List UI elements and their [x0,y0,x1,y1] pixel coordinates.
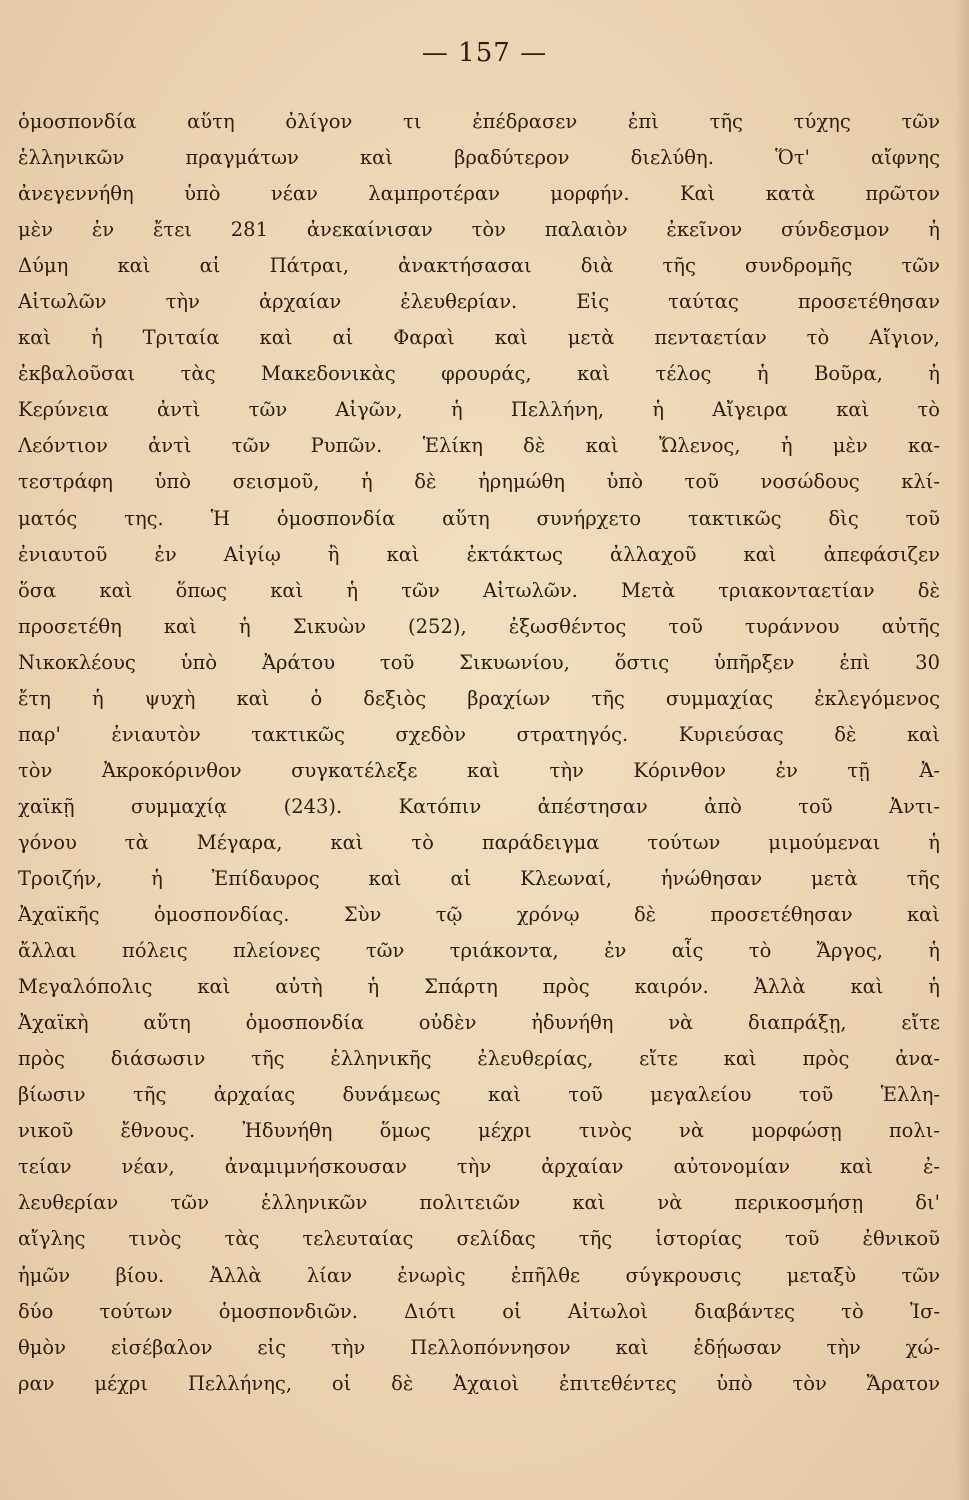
text-line: λευθερίαν τῶν ἑλληνικῶν πολιτειῶν καὶ νὰ περικοσμήσῃ δι' [18,1191,940,1215]
text-line: Ἀχαϊκὴ αὕτη ὁμοσπονδία οὐδὲν ἠδυνήθη νὰ διαπράξῃ, εἴτε [18,1011,940,1035]
text-line: πρὸς διάσωσιν τῆς ἑλληνικῆς ἐλευθερίας, εἴτε καὶ πρὸς ἀνα- [18,1047,940,1071]
text-line: μὲν ἐν ἔτει 281 ἀνεκαίνισαν τὸν παλαιὸν ἐκεῖνον σύνδεσμον ἡ [18,218,940,242]
text-line: θμὸν εἰσέβαλον εἰς τὴν Πελλοπόννησον καὶ ἐδῄωσαν τὴν χώ- [18,1335,940,1359]
text-line: τεστράφη ὑπὸ σεισμοῦ, ἡ δὲ ἠρημώθη ὑπὸ τοῦ νοσώδους κλί- [18,470,940,494]
text-line: γόνου τὰ Μέγαρα, καὶ τὸ παράδειγμα τούτων μιμούμεναι ἡ [18,830,940,854]
text-line: προσετέθη καὶ ἡ Σικυὼν (252), ἐξωσθέντος τοῦ τυράννου αὐτῆς [18,614,940,638]
text-line: ματός της. Ἡ ὁμοσπονδία αὕτη συνήρχετο τακτικῶς δὶς τοῦ [18,506,940,530]
text-line: παρ' ἐνιαυτὸν τακτικῶς σχεδὸν στρατηγός. Κυριεύσας δὲ καὶ [18,722,940,746]
text-line: ἔτη ἡ ψυχὴ καὶ ὁ δεξιὸς βραχίων τῆς συμμαχίας ἐκλεγόμενος [18,686,940,710]
text-line: ραν μέχρι Πελλήνης, οἱ δὲ Ἀχαιοὶ ἐπιτεθέντες ὑπὸ τὸν Ἄρατον [18,1371,940,1395]
text-line: ἀνεγεννήθη ὑπὸ νέαν λαμπροτέραν μορφήν. Καὶ κατὰ πρῶτον [18,182,940,206]
text-line: δύο τούτων ὁμοσπονδιῶν. Διότι οἱ Αἰτωλοὶ διαβάντες τὸ Ἰσ- [18,1299,940,1323]
text-line: Τροιζήν, ἡ Ἐπίδαυρος καὶ αἱ Κλεωναί, ἡνώθησαν μετὰ τῆς [18,866,940,890]
text-line: ἑλληνικῶν πραγμάτων καὶ βραδύτερον διελύθη. Ὅτ' αἴφνης [18,146,940,170]
text-line: χαϊκῇ συμμαχίᾳ (243). Κατόπιν ἀπέστησαν ἀπὸ τοῦ Ἀντι- [18,794,940,818]
text-line: Νικοκλέους ὑπὸ Ἀράτου τοῦ Σικυωνίου, ὅστις ὑπῆρξεν ἐπὶ 30 [18,650,940,674]
text-line: ὁμοσπονδία αὕτη ὀλίγον τι ἐπέδρασεν ἐπὶ τῆς τύχης τῶν [18,110,940,133]
body-text [18,104,940,1402]
text-line: Μεγαλόπολις καὶ αὐτὴ ἡ Σπάρτη πρὸς καιρόν. Ἀλλὰ καὶ ἡ [18,975,940,999]
text-line: τὸν Ἀκροκόρινθον συγκατέλεξε καὶ τὴν Κόρινθον ἐν τῇ Ἀ- [18,758,940,782]
text-line: νικοῦ ἔθνους. Ἠδυνήθη ὅμως μέχρι τινὸς νὰ μορφώσῃ πολι- [18,1119,940,1143]
text-line: τείαν νέαν, ἀναμιμνήσκουσαν τὴν ἀρχαίαν αὐτονομίαν καὶ ἐ- [18,1155,940,1179]
text-line: βίωσιν τῆς ἀρχαίας δυνάμεως καὶ τοῦ μεγαλείου τοῦ Ἑλλη- [18,1083,940,1107]
page-edge-shadow [955,0,969,1500]
text-line: ἐνιαυτοῦ ἐν Αἰγίῳ ἢ καὶ ἐκτάκτως ἀλλαχοῦ καὶ ἀπεφάσιζεν [18,542,940,566]
text-line: Κερύνεια ἀντὶ τῶν Αἰγῶν, ἡ Πελλήνη, ἡ Αἴγειρα καὶ τὸ [18,398,940,422]
text-line: Δύμη καὶ αἱ Πάτραι, ἀνακτήσασαι διὰ τῆς συνδρομῆς τῶν [18,254,940,278]
text-line: Αἰτωλῶν τὴν ἀρχαίαν ἐλευθερίαν. Εἰς ταύτας προσετέθησαν [18,290,940,314]
text-line: Λεόντιον ἀντὶ τῶν Ρυπῶν. Ἑλίκη δὲ καὶ Ὤλενος, ἡ μὲν κα- [18,434,940,458]
text-line: ἐκβαλοῦσαι τὰς Μακεδονικὰς φρουράς, καὶ τέλος ἡ Βοῦρα, ἡ [18,362,940,386]
text-line: Ἀχαϊκῆς ὁμοσπονδίας. Σὺν τῷ χρόνῳ δὲ προσετέθησαν καὶ [18,903,940,927]
text-line: καὶ ἡ Τριταία καὶ αἱ Φαραὶ καὶ μετὰ πενταετίαν τὸ Αἴγιον, [18,326,940,350]
text-line: ὅσα καὶ ὅπως καὶ ἡ τῶν Αἰτωλῶν. Μετὰ τριακονταετίαν δὲ [18,578,940,602]
page-number: — 157 — [421,38,548,68]
text-line: ἄλλαι πόλεις πλείονες τῶν τριάκοντα, ἐν αἷς τὸ Ἄργος, ἡ [18,939,940,963]
text-line: ἡμῶν βίου. Ἀλλὰ λίαν ἐνωρὶς ἐπῆλθε σύγκρουσις μεταξὺ τῶν [18,1263,940,1287]
text-line: αἴγλης τινὸς τὰς τελευταίας σελίδας τῆς ἱστορίας τοῦ ἐθνικοῦ [18,1227,940,1251]
